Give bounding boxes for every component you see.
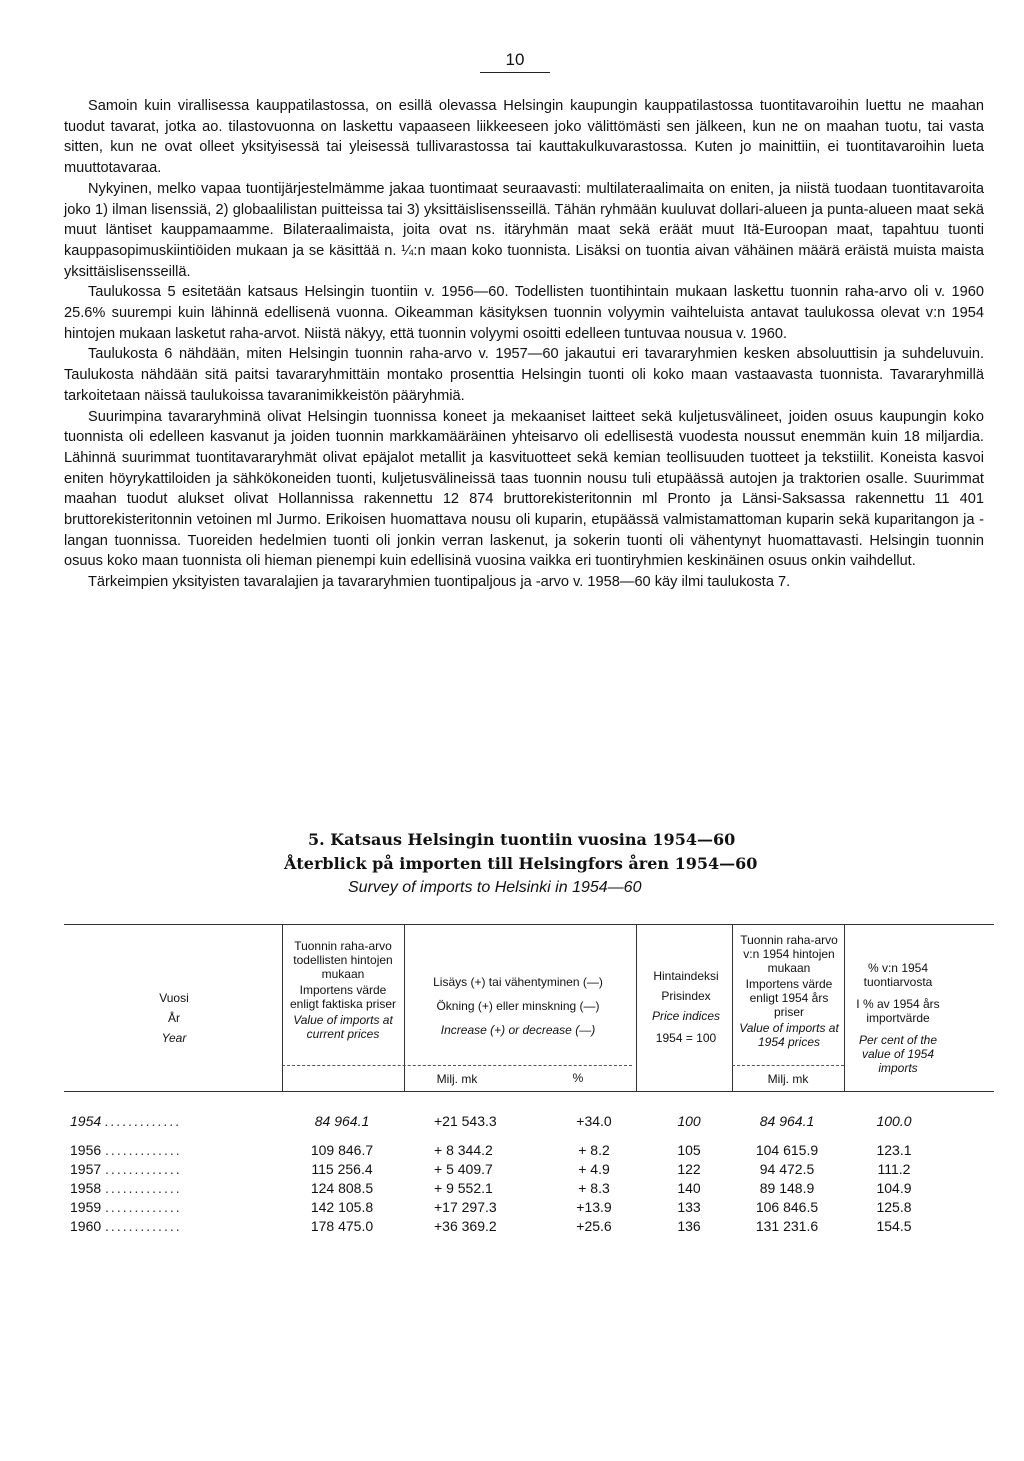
row-value-1954: 131 231.6: [755, 1218, 819, 1234]
row-pct-1954: 111.2: [877, 1161, 911, 1177]
row-value: 178 475.0: [310, 1218, 374, 1234]
header-year-en: Year: [161, 1031, 187, 1045]
header-change: [408, 975, 628, 1037]
row-change-pct: + 8.3: [578, 1180, 610, 1196]
page-number: 10: [480, 50, 550, 73]
header-price-index: [640, 969, 732, 1045]
row-pct-1954: 123.1: [876, 1142, 912, 1158]
row-pct-1954: 104.9: [876, 1180, 912, 1196]
header-year: [104, 991, 244, 1045]
row-change-abs: + 9 552.1: [434, 1180, 493, 1196]
header-col2-en: Increase (+) or decrease (—): [440, 1023, 596, 1037]
table-title: [280, 828, 820, 900]
row-pct-1954: 100.0: [876, 1113, 912, 1129]
row-change-pct: + 4.9: [578, 1161, 610, 1177]
row-value: 84 964.1: [314, 1113, 370, 1129]
unit-pct: %: [572, 1071, 584, 1085]
row-year: 1957 .............: [70, 1161, 182, 1177]
row-change-pct: +13.9: [576, 1199, 612, 1215]
body-text: [64, 96, 984, 593]
header-value-current: [286, 939, 400, 1041]
table-body: [64, 1112, 994, 1236]
header-col1-sv: Importens värde enligt faktiska priser: [289, 983, 397, 1011]
table-title-sv: Återblick på importen till Helsingfors åren 1954—60: [284, 854, 758, 873]
paragraph: Tärkeimpien yksityisten tavaralajien ja tavararyhmien tuontipaljous ja -arvo v. 1958—60 käy ilmi taulukosta 7.: [88, 574, 791, 591]
paragraph: Taulukosta 6 nähdään, miten Helsingin tuonnin raha-arvo v. 1957—60 jakautui eri tavararyhmien kesken absoluuttisin ja suhdeluvuin. Taulukosta nähdään sitä paitsi tavararyhmittäin montako prosenttia Helsingin tuonti oli koko maan vastaavasta tuonnista. Tavararyhmillä tarkoitetaan näissä taulukoissa tavaranimikkeistön pääryhmiä.: [64, 346, 984, 404]
header-col1-fi: Tuonnin raha-arvo todellisten hintojen mukaan: [293, 939, 393, 981]
header-year-fi: Vuosi: [159, 991, 189, 1005]
table-title-fi: 5. Katsaus Helsingin tuontiin vuosina 1954—60: [308, 830, 736, 849]
header-year-sv: År: [168, 1011, 180, 1025]
row-change-abs: +21 543.3: [434, 1113, 497, 1129]
header-col3-fi: Hintaindeksi: [653, 969, 719, 983]
table-title-en: Survey of imports to Helsinki in 1954—60: [348, 879, 642, 896]
paragraph: Samoin kuin virallisessa kauppatilastossa, on esillä olevassa Helsingin kaupungin kauppatilastossa tuontitavaroihin luettu ne maahan tuodut tavarat, jotka ao. tilastovuonna on laskettu vapaaseen liikkeeseen joko välittömästi sen jälkeen, kun ne on maahan tuotu, tai vasta sitten, kun ne ovat olleet yksityisessä tai yleisessä tullivarastossa tai kauttakulkuvarastossa. Kuten jo mainittiin, ei tuontitavaroihin lueta muuttotavaraa.: [64, 98, 984, 177]
paragraph: Taulukossa 5 esitetään katsaus Helsingin tuontiin v. 1956—60. Todellisten tuontihintain mukaan laskettu tuonnin raha-arvo oli v. 1960 25.6% suurempi kuin lähinnä edellisenä vuonna. Oikeamman käsityksen tuonnin volyymin vaihteluista antavat taulukossa olevat v:n 1954 hintojen mukaan lasketut raha-arvot. Niistä näkyy, että tuonnin volyymi osoitti edelleen tuntuvaa nousua v. 1960.: [64, 284, 984, 342]
table-header: [64, 924, 994, 1092]
table-row: [64, 1179, 994, 1198]
row-value-1954: 104 615.9: [755, 1142, 819, 1158]
row-year: 1960 .............: [70, 1218, 182, 1234]
row-change-pct: + 8.2: [578, 1142, 610, 1158]
row-index: 122: [677, 1161, 701, 1177]
row-change-abs: + 5 409.7: [434, 1161, 493, 1177]
header-col5-sv: I % av 1954 års importvärde: [856, 997, 940, 1025]
row-value-1954: 84 964.1: [759, 1113, 815, 1129]
header-col3-base: 1954 = 100: [655, 1031, 717, 1045]
unit-mk-2: Milj. mk: [732, 1065, 844, 1092]
table-row: [64, 1217, 994, 1236]
row-value-1954: 89 148.9: [759, 1180, 815, 1196]
row-change-pct: +34.0: [576, 1113, 612, 1129]
header-col4-fi: Tuonnin raha-arvo v:n 1954 hintojen mukaan: [740, 933, 838, 975]
row-pct-1954: 125.8: [876, 1199, 912, 1215]
row-value-1954: 94 472.5: [759, 1161, 815, 1177]
header-col5-en: Per cent of the value of 1954 imports: [858, 1033, 938, 1075]
paragraph: Suurimpina tavararyhminä olivat Helsingin tuonnissa koneet ja mekaaniset laitteet sekä kuljetusvälineet, joiden osuus kaupungin koko tuonnista oli edelleen kasvanut ja joiden tuonnin markkamääräinen yhteisarvo oli edellisestä vuodesta noussut enemmän kuin 18 miljardia. Lähinnä suurimmat tuontitavararyhmät olivat epäjalot metallit ja kasvituotteet sekä kemian teollisuuden tuotteet ja tekstiilit. Koneista kasvoi eniten höyrykattiloiden ja sähkökoneiden tuonti, kuljetusvälineissä taas tuonnin nousu tuli etupäässä autojen ja traktorien osalle. Suurimmat maahan tuodut alukset olivat Hollannissa rakennettu 12 874 bruttorekisteritonnin ml Pronto ja Länsi-Saksassa rakennettu 11 401 bruttorekisteritonnin vetoinen ml Jurmo. Erikoisen huomattava nousu oli kuparin, etupäässä valmistamattoman kuparin sekä kuparitangon ja -langan tuonnissa. Tuoreiden hedelmien tuonti oli jonkin verran laskenut, ja sokerin tuonti oli vähentynyt huomattavasti. Helsingin tuonnin osuus koko maan tuonnista oli hieman pienempi kuin edellisinä vuosina vaikka eri tuontiryhmien keskinäinen osuus onkin vaihdellut.: [64, 408, 984, 570]
row-index: 133: [677, 1199, 701, 1215]
header-col3-en: Price indices: [651, 1009, 721, 1023]
table-row: [64, 1198, 994, 1217]
row-year: 1956 .............: [70, 1142, 182, 1158]
row-pct-1954: 154.5: [876, 1218, 912, 1234]
row-change-pct: +25.6: [576, 1218, 612, 1234]
row-index: 105: [677, 1142, 701, 1158]
table-row: [64, 1141, 994, 1160]
unit-mk: Milj. mk: [282, 1065, 632, 1092]
row-change-abs: + 8 344.2: [434, 1142, 493, 1158]
row-value: 109 846.7: [310, 1142, 374, 1158]
header-col1-en: Value of imports at current prices: [293, 1013, 393, 1041]
import-table: [64, 924, 994, 1236]
header-value-1954: [736, 933, 842, 1049]
header-col4-en: Value of imports at 1954 prices: [739, 1021, 839, 1049]
header-col5-fi: % v:n 1954 tuontiarvosta: [863, 961, 933, 989]
table-row: [64, 1160, 994, 1179]
row-value: 142 105.8: [310, 1199, 374, 1215]
header-col2-sv: Ökning (+) eller minskning (—): [436, 999, 600, 1013]
row-year: 1959 .............: [70, 1199, 182, 1215]
row-value: 124 808.5: [310, 1180, 374, 1196]
header-col2-fi: Lisäys (+) tai vähentyminen (—): [433, 975, 603, 989]
row-year: 1954 .............: [70, 1113, 182, 1129]
row-change-abs: +17 297.3: [434, 1199, 497, 1215]
row-index: 100: [677, 1113, 701, 1129]
row-change-abs: +36 369.2: [434, 1218, 497, 1234]
row-index: 136: [677, 1218, 701, 1234]
row-value: 115 256.4: [311, 1161, 373, 1177]
header-col4-sv: Importens värde enligt 1954 års priser: [745, 977, 833, 1019]
header-pct-1954: [848, 961, 948, 1075]
row-year: 1958 .............: [70, 1180, 182, 1196]
row-index: 140: [677, 1180, 701, 1196]
table-row: [64, 1112, 994, 1131]
row-value-1954: 106 846.5: [755, 1199, 819, 1215]
paragraph: Nykyinen, melko vapaa tuontijärjestelmämme jakaa tuontimaat seuraavasti: multilateraalimaita on eniten, ja niistä tuodaan tuontitavaroita joko 1) ilman lisenssiä, 2) globaalilistan puitteissa tai 3) yksittäislisensseillä. Tähän ryhmään kuuluvat dollari-alueen ja punta-alueen maat sekä muut läntiset kauppamaamme. Bilateraalimaista, joita ovat ns. itäryhmän maat sekä eräät muut Itä-Euroopan maat, tapahtuu tuonti kauppasopimuskiintiöiden mukaan ja se käsittää n. ¼:n maan koko tuonnista. Lisäksi on tuontia aivan vähäinen määrä eräistä muista maista yksittäislisensseillä.: [64, 180, 984, 280]
header-col3-sv: Prisindex: [661, 989, 711, 1003]
